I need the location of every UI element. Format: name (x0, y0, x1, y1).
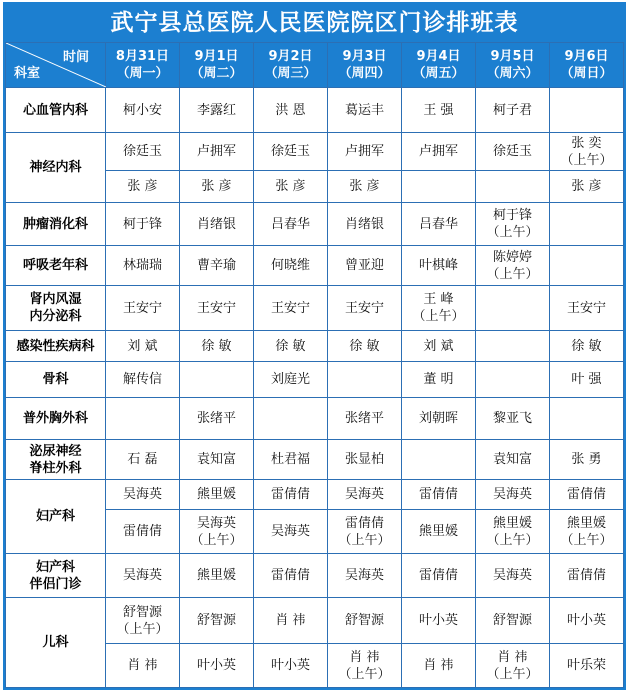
text-line: 雷倩倩 (566, 487, 606, 502)
doctor-cell (106, 331, 180, 362)
text-line: 黎亚飞 (492, 411, 532, 426)
doctor-cell (402, 398, 476, 440)
doctor-cell (402, 203, 476, 246)
day-date: 9月6日 (564, 49, 609, 64)
doctor-cell (328, 554, 402, 598)
doctor-cell (328, 440, 402, 480)
doctor-cell (476, 286, 550, 331)
text-line: 儿科 (42, 635, 69, 650)
text-line: 洪 恩 (275, 102, 306, 118)
text-line: 张绪平 (196, 411, 236, 426)
text-line: 柯小安 (122, 102, 162, 118)
schedule-sheet (3, 2, 626, 690)
doctor-cell (402, 246, 476, 286)
doctor-cell (106, 246, 180, 286)
text-line: 王安宁 (270, 300, 310, 316)
department-name-partner (6, 554, 106, 598)
doctor-cell (550, 203, 624, 246)
text-line-sub: （上午） (116, 621, 169, 637)
text-line: 叶小英 (418, 613, 458, 628)
text-line: 熊里媛 (196, 487, 236, 502)
table-row (6, 246, 624, 286)
text-line: 张 彦 (127, 179, 158, 194)
text-line: 肖 祎 (349, 649, 380, 665)
doctor-cell (402, 510, 476, 554)
department-name-nephro (6, 286, 106, 331)
doctor-cell (254, 133, 328, 171)
table-row (6, 203, 624, 246)
doctor-cell (476, 331, 550, 362)
text-line: 骨科 (42, 372, 69, 387)
text-line: 吴海英 (344, 568, 384, 583)
text-line: 解传信 (122, 372, 162, 387)
text-line: 徐廷玉 (270, 144, 310, 159)
text-line: 肖绪银 (196, 216, 236, 232)
text-line: 神经内科 (29, 160, 82, 175)
day-date: 8月31日 (115, 49, 170, 64)
text-line: 徐廷玉 (122, 144, 162, 159)
text-line: 刘朝晖 (418, 411, 458, 426)
table-row (6, 331, 624, 362)
text-line: 雷倩倩 (418, 487, 458, 502)
text-line: 吴海英 (270, 524, 310, 539)
text-line: 肖 祎 (423, 658, 454, 673)
doctor-cell (106, 510, 180, 554)
text-line: 徐廷玉 (492, 144, 532, 159)
text-line: 张 彦 (349, 179, 380, 194)
doctor-cell (254, 510, 328, 554)
doctor-cell (180, 362, 254, 398)
text-line: 王 峰 (423, 292, 454, 307)
doctor-cell (328, 246, 402, 286)
doctor-cell (254, 598, 328, 644)
header-row (6, 43, 624, 88)
text-line-sub: （上午） (486, 666, 539, 682)
text-line: 舒智源 (344, 613, 384, 628)
doctor-cell (550, 440, 624, 480)
doctor-cell (254, 398, 328, 440)
text-line: 泌尿神经 (29, 443, 82, 459)
page-title: 武宁县总医院人民医院院区门诊排班表 (5, 4, 624, 42)
text-line: 雷倩倩 (344, 515, 384, 531)
text-line: 刘 斌 (127, 338, 158, 354)
text-line: 呼吸老年科 (22, 258, 88, 273)
doctor-cell (180, 203, 254, 246)
doctor-cell (550, 554, 624, 598)
text-line: 吕春华 (270, 216, 310, 232)
text-line: 吕春华 (418, 216, 458, 232)
doctor-cell (402, 171, 476, 203)
text-line: 肖绪银 (344, 216, 384, 232)
doctor-cell (328, 88, 402, 133)
department-name-surgery (6, 398, 106, 440)
day-weekday: （周一） (116, 66, 169, 81)
doctor-cell (476, 398, 550, 440)
text-line: 心血管内科 (22, 102, 88, 118)
doctor-cell (402, 286, 476, 331)
day-weekday: （周二） (190, 66, 243, 81)
doctor-cell (328, 480, 402, 510)
text-line: 叶乐荣 (566, 658, 606, 673)
text-line-sub: （上午） (486, 266, 539, 282)
text-line: 曾亚迎 (344, 258, 384, 273)
text-line: 石 磊 (127, 452, 158, 467)
text-line: 王安宁 (196, 300, 236, 316)
doctor-cell (402, 331, 476, 362)
day-header-cell (180, 43, 254, 88)
day-date: 9月2日 (268, 49, 313, 64)
doctor-cell (106, 133, 180, 171)
text-line: 卢拥军 (196, 144, 236, 159)
doctor-cell (328, 171, 402, 203)
text-line: 吴海英 (492, 487, 532, 502)
day-weekday: （周六） (486, 66, 539, 81)
text-line: 董 明 (423, 372, 454, 387)
text-line: 舒智源 (196, 613, 236, 628)
doctor-cell (180, 644, 254, 688)
doctor-cell (180, 554, 254, 598)
text-line: 熊里媛 (418, 524, 458, 539)
doctor-cell (180, 331, 254, 362)
doctor-cell (254, 362, 328, 398)
day-weekday: （周三） (264, 66, 317, 81)
day-date: 9月4日 (416, 49, 461, 64)
text-line: 何晓维 (270, 258, 310, 273)
text-line: 肖 祎 (127, 658, 158, 673)
doctor-cell (476, 480, 550, 510)
text-line: 雷倩倩 (566, 568, 606, 583)
text-line: 张 勇 (571, 452, 602, 467)
text-line: 熊里媛 (492, 515, 532, 531)
text-line: 吴海英 (122, 487, 162, 502)
text-line: 林瑞瑞 (122, 258, 162, 273)
text-line: 徐 敏 (201, 338, 232, 354)
text-line: 李露红 (196, 102, 236, 118)
department-name-neuro (6, 133, 106, 203)
text-line: 吴海英 (196, 515, 236, 531)
doctor-cell (180, 88, 254, 133)
text-line: 叶小英 (196, 658, 236, 673)
text-line: 熊里媛 (196, 568, 236, 583)
doctor-cell (328, 398, 402, 440)
doctor-cell (106, 362, 180, 398)
doctor-cell (402, 440, 476, 480)
text-line: 肿瘤消化科 (22, 216, 88, 232)
day-weekday: （周日） (560, 66, 613, 81)
doctor-cell (550, 286, 624, 331)
text-line: 徐 敏 (349, 338, 380, 354)
day-header-cell (254, 43, 328, 88)
doctor-cell (550, 510, 624, 554)
table-row (6, 286, 624, 331)
text-line-sub: （上午） (412, 309, 465, 324)
doctor-cell (254, 246, 328, 286)
text-line-sub: （上午） (338, 666, 391, 682)
text-line: 雷倩倩 (270, 487, 310, 502)
text-line-sub: （上午） (338, 532, 391, 548)
doctor-cell (402, 480, 476, 510)
day-weekday: （周五） (412, 66, 465, 81)
text-line: 妇产科 (35, 509, 75, 524)
text-line: 舒智源 (492, 613, 532, 628)
doctor-cell (328, 286, 402, 331)
text-line-sub: 脊柱外科 (29, 460, 82, 476)
doctor-cell (106, 286, 180, 331)
doctor-cell (180, 398, 254, 440)
doctor-cell (254, 644, 328, 688)
doctor-cell (476, 203, 550, 246)
text-line-sub: （上午） (486, 532, 539, 548)
corner-header-cell (6, 43, 106, 88)
doctor-cell (476, 246, 550, 286)
doctor-cell (328, 133, 402, 171)
text-line: 柯子君 (492, 102, 532, 118)
department-name-obgyn (6, 480, 106, 554)
doctor-cell (476, 554, 550, 598)
text-line: 徐 敏 (571, 338, 602, 354)
doctor-cell (402, 133, 476, 171)
doctor-cell (550, 480, 624, 510)
department-name-uro (6, 440, 106, 480)
text-line: 雷倩倩 (418, 568, 458, 583)
text-line-sub: 内分泌科 (29, 309, 82, 324)
text-line: 普外胸外科 (22, 411, 88, 426)
time-header-label: 时间 (62, 50, 89, 65)
doctor-cell (550, 331, 624, 362)
doctor-cell (254, 331, 328, 362)
doctor-cell (476, 440, 550, 480)
doctor-cell (180, 133, 254, 171)
text-line: 柯于锋 (122, 216, 162, 232)
doctor-cell (402, 88, 476, 133)
text-line: 袁知富 (492, 452, 532, 467)
text-line: 张 奕 (571, 135, 602, 151)
department-name-resp (6, 246, 106, 286)
table-row (6, 88, 624, 133)
doctor-cell (254, 286, 328, 331)
text-line: 雷倩倩 (270, 568, 310, 583)
day-header-cell (550, 43, 624, 88)
day-header-cell (328, 43, 402, 88)
day-weekday: （周四） (338, 66, 391, 81)
doctor-cell (402, 644, 476, 688)
doctor-cell (402, 598, 476, 644)
day-date: 9月3日 (342, 49, 387, 64)
doctor-cell (476, 88, 550, 133)
doctor-cell (550, 246, 624, 286)
department-name-peds (6, 598, 106, 688)
text-line: 妇产科 (35, 559, 75, 575)
text-line: 陈婷婷 (492, 249, 532, 265)
text-line: 吴海英 (122, 568, 162, 583)
doctor-cell (550, 133, 624, 171)
text-line: 徐 敏 (275, 338, 306, 354)
doctor-cell (550, 362, 624, 398)
text-line: 舒智源 (122, 604, 162, 620)
doctor-cell (106, 554, 180, 598)
doctor-cell (254, 554, 328, 598)
text-line-sub: 伴侣门诊 (29, 576, 82, 592)
schedule-table (5, 42, 624, 688)
doctor-cell (550, 88, 624, 133)
doctor-cell (106, 88, 180, 133)
text-line: 刘 斌 (423, 338, 454, 354)
text-line-sub: （上午） (560, 532, 613, 548)
text-line: 肾内风湿 (29, 292, 82, 307)
text-line: 吴海英 (492, 568, 532, 583)
text-line: 王安宁 (344, 300, 384, 316)
day-header-cell (402, 43, 476, 88)
doctor-cell (106, 203, 180, 246)
table-row (6, 440, 624, 480)
text-line: 叶小英 (566, 613, 606, 628)
doctor-cell (328, 598, 402, 644)
doctor-cell (476, 510, 550, 554)
doctor-cell (180, 510, 254, 554)
dept-header-label: 科室 (14, 66, 41, 81)
table-row (6, 554, 624, 598)
schedule-body (6, 88, 624, 688)
doctor-cell (180, 480, 254, 510)
doctor-cell (476, 644, 550, 688)
text-line: 肖 祎 (497, 649, 528, 665)
doctor-cell (550, 171, 624, 203)
text-line: 叶 强 (571, 372, 602, 387)
text-line-sub: （上午） (486, 225, 539, 240)
doctor-cell (328, 331, 402, 362)
day-header-cell (106, 43, 180, 88)
text-line: 张绪平 (344, 411, 384, 426)
text-line: 卢拥军 (344, 144, 384, 159)
doctor-cell (106, 644, 180, 688)
text-line: 葛运丰 (344, 102, 384, 118)
text-line: 杜君福 (270, 452, 310, 467)
doctor-cell (328, 203, 402, 246)
doctor-cell (328, 510, 402, 554)
doctor-cell (254, 171, 328, 203)
text-line: 叶棋峰 (418, 258, 458, 273)
department-name-infect (6, 331, 106, 362)
doctor-cell (180, 440, 254, 480)
text-line: 曹辛瑜 (196, 258, 236, 273)
text-line: 叶小英 (270, 658, 310, 673)
day-date: 9月1日 (194, 49, 239, 64)
department-name-oncology (6, 203, 106, 246)
doctor-cell (254, 440, 328, 480)
text-line: 王安宁 (122, 300, 162, 316)
doctor-cell (254, 203, 328, 246)
doctor-cell (106, 598, 180, 644)
text-line: 肖 祎 (275, 613, 306, 628)
text-line-sub: （上午） (560, 152, 613, 168)
doctor-cell (402, 362, 476, 398)
table-row (6, 133, 624, 171)
doctor-cell (180, 171, 254, 203)
text-line: 柯于锋 (492, 208, 532, 223)
text-line-sub: （上午） (190, 532, 243, 548)
doctor-cell (180, 598, 254, 644)
doctor-cell (106, 398, 180, 440)
text-line: 卢拥军 (418, 144, 458, 159)
day-header-cell (476, 43, 550, 88)
doctor-cell (476, 133, 550, 171)
doctor-cell (402, 554, 476, 598)
doctor-cell (476, 171, 550, 203)
doctor-cell (550, 398, 624, 440)
doctor-cell (476, 598, 550, 644)
text-line: 张 彦 (201, 179, 232, 194)
table-row (6, 398, 624, 440)
text-line: 刘庭光 (270, 372, 310, 387)
doctor-cell (328, 362, 402, 398)
doctor-cell (254, 480, 328, 510)
text-line: 王安宁 (566, 300, 606, 316)
department-name-cardio (6, 88, 106, 133)
doctor-cell (476, 362, 550, 398)
text-line: 王 强 (423, 102, 454, 118)
doctor-cell (550, 598, 624, 644)
table-row (6, 480, 624, 510)
doctor-cell (180, 246, 254, 286)
doctor-cell (550, 644, 624, 688)
doctor-cell (328, 644, 402, 688)
text-line: 吴海英 (344, 487, 384, 502)
table-row (6, 598, 624, 644)
doctor-cell (106, 171, 180, 203)
text-line: 张显柏 (344, 452, 384, 467)
doctor-cell (254, 88, 328, 133)
text-line: 熊里媛 (566, 515, 606, 531)
table-row (6, 362, 624, 398)
doctor-cell (106, 480, 180, 510)
doctor-cell (106, 440, 180, 480)
text-line: 张 彦 (571, 179, 602, 194)
doctor-cell (180, 286, 254, 331)
text-line: 雷倩倩 (122, 524, 162, 539)
text-line: 袁知富 (196, 452, 236, 467)
text-line: 感染性疾病科 (16, 338, 95, 354)
day-date: 9月5日 (490, 49, 535, 64)
text-line: 张 彦 (275, 179, 306, 194)
department-name-ortho (6, 362, 106, 398)
